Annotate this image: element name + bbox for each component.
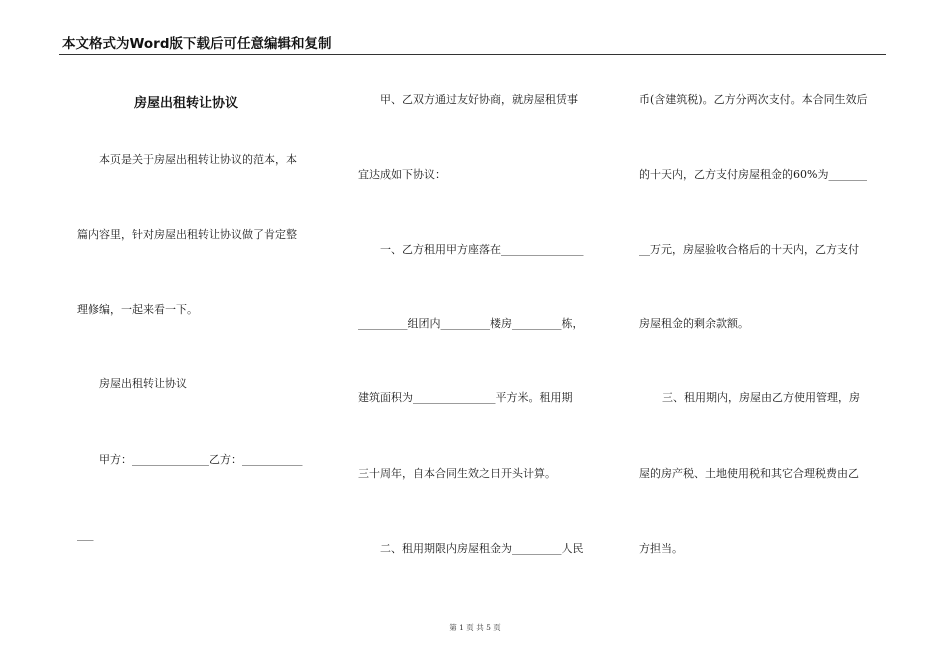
banner-divider xyxy=(59,54,886,55)
text-line: 建筑面积为_______________平方米。租用期 xyxy=(358,391,573,404)
text-line: 方担当。 xyxy=(639,542,683,555)
text-line: 屋的房产税、土地使用税和其它合理税费由乙 xyxy=(639,467,859,480)
text-line: 甲、乙双方通过友好协商，就房屋租赁事 xyxy=(380,93,578,106)
text-line: ___ xyxy=(77,528,94,541)
text-line: 的十天内，乙方支付房屋租金的60%为_______ xyxy=(639,168,867,181)
text-line: 三十周年，自本合同生效之日开头计算。 xyxy=(358,467,556,480)
clause-line: 一、乙方租用甲方座落在_______________ xyxy=(380,243,584,256)
text-line: 币(含建筑税)。乙方分两次支付。本合同生效后 xyxy=(639,93,868,106)
clause-line: 三、租用期内，房屋由乙方使用管理，房 xyxy=(662,391,860,404)
text-line: 本页是关于房屋出租转让协议的范本，本 xyxy=(99,153,297,166)
text-line: _________组团内_________楼房_________栋， xyxy=(358,317,584,330)
document-title: 房屋出租转让协议 xyxy=(134,96,239,111)
text-line: 理修编，一起来看一下。 xyxy=(77,303,198,316)
text-line: 篇内容里，针对房屋出租转让协议做了肯定整 xyxy=(77,228,297,241)
text-line: 房屋租金的剩余款额。 xyxy=(639,317,749,330)
text-line: __万元，房屋验收合格后的十天内，乙方支付 xyxy=(639,243,859,256)
section-heading: 房屋出租转让协议 xyxy=(99,377,187,390)
party-line: 甲方：______________乙方：___________ xyxy=(99,453,303,466)
text-line: 宜达成如下协议： xyxy=(358,168,446,181)
page-number: 第 1 页 共 5 页 xyxy=(449,623,501,632)
download-banner: 本文格式为Word版下载后可任意编辑和复制 xyxy=(62,36,332,52)
clause-line: 二、租用期限内房屋租金为_________人民 xyxy=(380,542,584,555)
